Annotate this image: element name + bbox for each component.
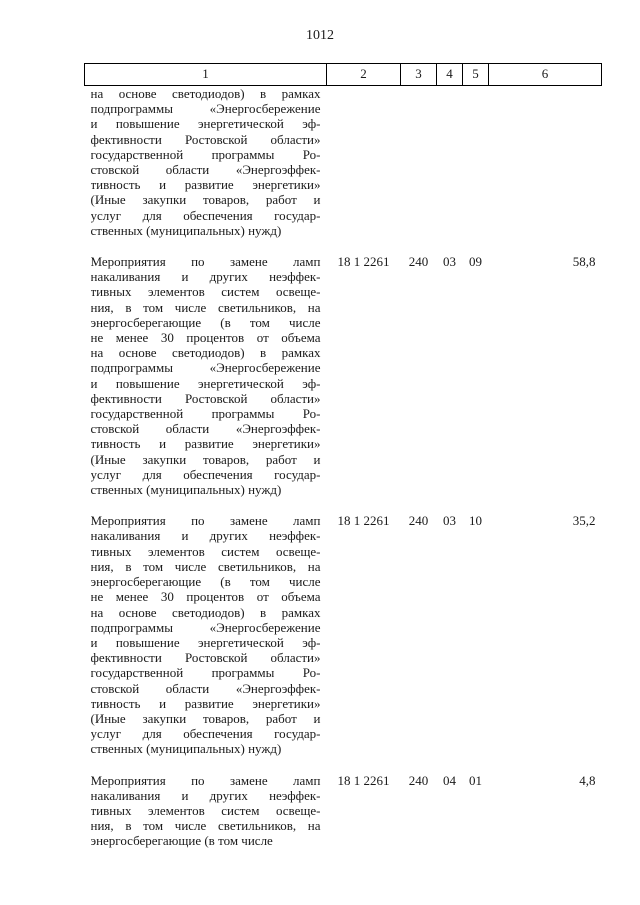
target-article-code: 18 1 2261 — [337, 254, 390, 270]
description-line: ственных (муниципальных) нужд) — [90, 741, 282, 757]
description-line: стовской области «Энергоэффек- — [90, 162, 321, 178]
row-description — [85, 246, 327, 505]
table-row — [85, 765, 602, 857]
description-line: подпрограммы «Энергосбережение — [90, 101, 321, 117]
description-line: энергосберегающие (в том числе — [90, 574, 321, 590]
column-header-3: 3 — [401, 64, 437, 86]
description-line: тивность и развитие энергетики» — [90, 436, 321, 452]
table-body — [85, 86, 602, 857]
section-code: 04 — [443, 772, 456, 788]
description-line: накаливания и других неэффек- — [90, 269, 321, 285]
description-line: ния, в том числе светильников, на — [90, 818, 321, 834]
page-number: 1012 — [306, 28, 334, 43]
description-line: услуг для обеспечения государ- — [90, 207, 321, 223]
table-row — [85, 505, 602, 764]
subsection-code: 01 — [469, 772, 482, 788]
row-description — [85, 86, 327, 247]
description-line: государственной программы Ро- — [90, 665, 321, 681]
description-line: подпрограммы «Энергосбережение — [90, 619, 321, 635]
header-row — [85, 64, 602, 86]
description-line: накаливания и других неэффек- — [90, 787, 321, 803]
description-line: фективности Ростовской области» — [90, 650, 321, 666]
description-line: энергосберегающие (в том числе — [90, 314, 321, 330]
description-line: не менее 30 процентов от объема — [90, 589, 321, 605]
subsection-code: 10 — [469, 513, 482, 529]
budget-table — [84, 63, 602, 857]
description-line: на основе светодиодов) в рамках — [90, 604, 321, 620]
amount-value: 4,8 — [579, 772, 596, 788]
expense-type-code: 240 — [408, 772, 429, 788]
description-line: ственных (муниципальных) нужд) — [90, 482, 282, 498]
description-line: тивных элементов систем освеще- — [90, 802, 321, 818]
description-line: на основе светодиодов) в рамках — [90, 86, 321, 101]
subsection-code — [463, 86, 489, 247]
amount-value: 35,2 — [572, 513, 596, 529]
target-article-code: 18 1 2261 — [337, 513, 390, 529]
description-line: ния, в том числе светильников, на — [90, 299, 321, 315]
description-line: тивность и развитие энергетики» — [90, 177, 321, 193]
table-header — [85, 64, 602, 86]
column-header-6: 6 — [489, 64, 602, 86]
description-line: (Иные закупки товаров, работ и — [90, 192, 321, 208]
description-line: фективности Ростовской области» — [90, 131, 321, 147]
section-code: 03 — [443, 513, 456, 529]
description-line: и повышение энергетической эф- — [90, 634, 321, 650]
table-row — [85, 246, 602, 505]
column-header-4: 4 — [437, 64, 463, 86]
description-line: тивных элементов систем освеще- — [90, 543, 321, 559]
description-line: на основе светодиодов) в рамках — [90, 345, 321, 361]
description-line: (Иные закупки товаров, работ и — [90, 451, 321, 467]
amount-value: 58,8 — [572, 254, 596, 270]
expense-type-code: 240 — [408, 254, 429, 270]
description-line: услуг для обеспечения государ- — [90, 726, 321, 742]
description-line: стовской области «Энергоэффек- — [90, 421, 321, 437]
description-line: подпрограммы «Энергосбережение — [90, 360, 321, 376]
description-line: Мероприятия по замене ламп — [90, 513, 321, 529]
target-article-code: 18 1 2261 — [337, 772, 390, 788]
section-code — [437, 86, 463, 247]
table-row — [85, 86, 602, 247]
description-line: государственной программы Ро- — [90, 406, 321, 422]
description-line: стовской области «Энергоэффек- — [90, 680, 321, 696]
description-line: государственной программы Ро- — [90, 146, 321, 162]
expense-type-code: 240 — [408, 513, 429, 529]
description-line: ственных (муниципальных) нужд) — [90, 222, 282, 238]
subsection-code: 09 — [469, 254, 482, 270]
description-line: не менее 30 процентов от объема — [90, 330, 321, 346]
column-header-5: 5 — [463, 64, 489, 86]
section-code: 03 — [443, 254, 456, 270]
amount-value — [489, 86, 602, 247]
description-line: ния, в том числе светильников, на — [90, 558, 321, 574]
description-line: фективности Ростовской области» — [90, 390, 321, 406]
expense-type-code — [401, 86, 437, 247]
description-line: услуг для обеспечения государ- — [90, 466, 321, 482]
description-line: накаливания и других неэффек- — [90, 528, 321, 544]
column-header-2: 2 — [327, 64, 401, 86]
row-description — [85, 505, 327, 764]
description-line: Мероприятия по замене ламп — [90, 772, 321, 788]
description-line: и повышение энергетической эф- — [90, 375, 321, 391]
row-description — [85, 765, 327, 857]
column-header-1: 1 — [85, 64, 327, 86]
description-line: энергосберегающие (в том числе — [90, 833, 273, 849]
description-line: и повышение энергетической эф- — [90, 116, 321, 132]
description-line: (Иные закупки товаров, работ и — [90, 710, 321, 726]
description-line: тивность и развитие энергетики» — [90, 695, 321, 711]
target-article-code — [327, 86, 401, 247]
description-line: Мероприятия по замене ламп — [90, 254, 321, 270]
description-line: тивных элементов систем освеще- — [90, 284, 321, 300]
